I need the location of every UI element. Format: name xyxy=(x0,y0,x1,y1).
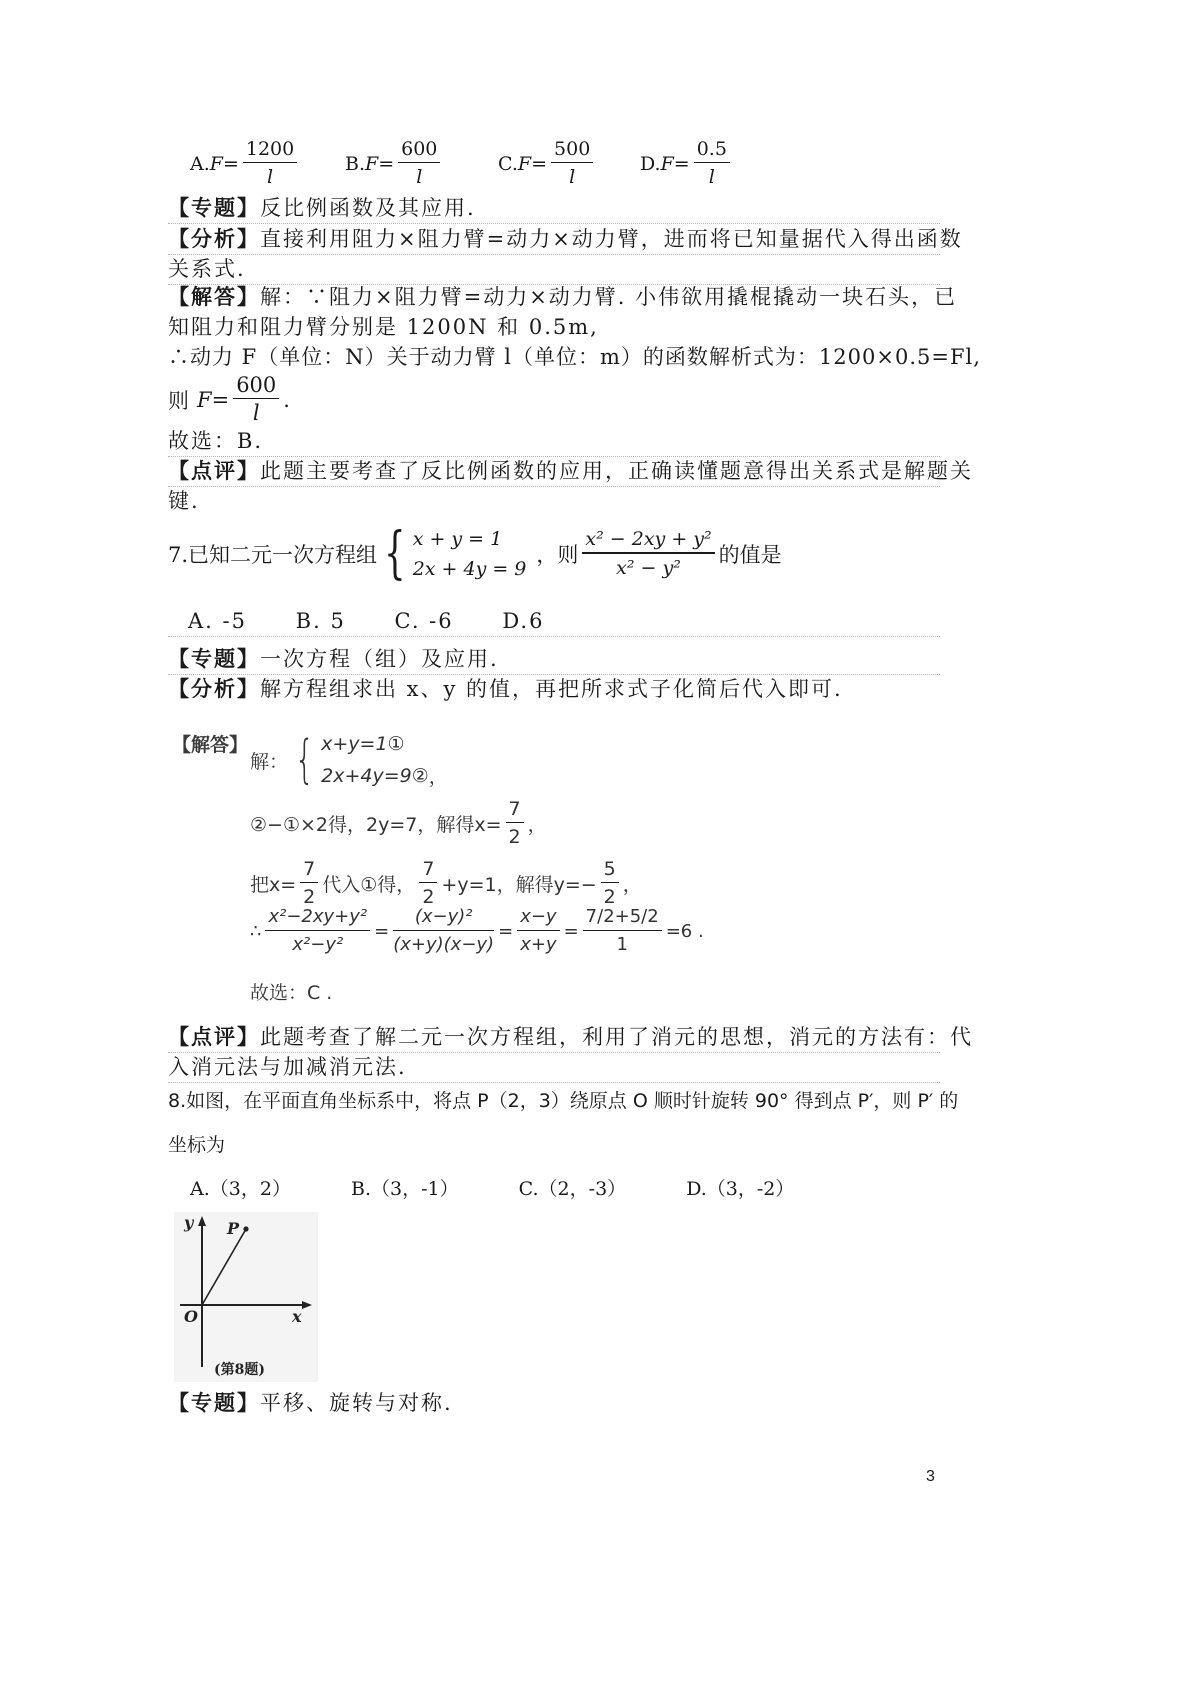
q6-analysis xyxy=(168,224,963,255)
numerator: 7 xyxy=(422,858,435,880)
q6-topic xyxy=(168,193,940,224)
origin-label: O xyxy=(184,1307,198,1326)
solution-text: =6 . xyxy=(665,921,704,943)
fraction xyxy=(517,904,559,959)
comment-text: 此题主要考查了反比例函数的应用，正确读懂题意得出关系式是解题关 xyxy=(260,459,973,483)
option-prefix: C. xyxy=(498,152,518,175)
comment-text: 入消元法与加减消元法. xyxy=(168,1055,407,1079)
q7-solution-choose: 故选：C . xyxy=(250,982,333,1004)
solution-text: ②−①×2得，2y=7，解得x= xyxy=(250,814,502,837)
q7-analysis xyxy=(168,674,843,704)
denominator: 2 xyxy=(603,886,616,909)
q7-options xyxy=(168,606,940,637)
therefore-symbol: ∴ xyxy=(250,921,262,943)
brace-icon: { xyxy=(294,730,315,790)
label: 【解答】 xyxy=(168,284,260,309)
option-var: F xyxy=(209,152,223,175)
numerator: x−y xyxy=(520,906,557,927)
fraction xyxy=(398,136,440,191)
denominator: 2 xyxy=(303,886,316,909)
stem-text: ，则 xyxy=(536,543,579,567)
fraction xyxy=(583,904,662,959)
q6-option-d xyxy=(640,136,734,191)
topic-text: 反比例函数及其应用. xyxy=(260,196,476,220)
denominator: 1 xyxy=(616,934,628,956)
numerator: 5 xyxy=(603,858,616,880)
answer-text: . xyxy=(283,387,290,412)
q7-option-b: B. 5 xyxy=(295,609,346,633)
q7-answer-label: 【解答】 xyxy=(172,734,249,756)
solution-text: ， xyxy=(527,814,547,837)
q8-option-b: B.（3，-1） xyxy=(351,1178,459,1200)
label: 【分析】 xyxy=(168,226,260,251)
comment-text: 键. xyxy=(168,489,200,513)
q7-solution-system xyxy=(250,728,448,792)
answer-eq: = xyxy=(211,387,230,412)
fraction xyxy=(265,904,370,959)
numerator: 7/2+5/2 xyxy=(585,906,659,927)
page-number: 3 xyxy=(926,1468,935,1485)
answer-text: 解：∵阻力×阻力臂=动力×动力臂. 小伟欲用撬棍撬动一块石头，已 xyxy=(260,285,958,309)
q8-option-d: D.（3，-2） xyxy=(686,1178,795,1200)
label: 【分析】 xyxy=(168,676,260,701)
solution-equation-1: x+y=1① xyxy=(321,733,405,755)
q7-stem xyxy=(168,521,782,586)
option-prefix: A. xyxy=(190,152,210,175)
fraction xyxy=(243,136,297,191)
q6-answer-line3 xyxy=(168,342,981,372)
y-axis-label: y xyxy=(184,1213,194,1232)
equals: = xyxy=(374,921,390,943)
topic-text: 平移、旋转与对称. xyxy=(260,1391,453,1415)
solution-text: +y=1，解得y=− xyxy=(441,874,597,897)
q6-option-c xyxy=(498,136,597,191)
stem-text: 的值是 xyxy=(718,543,782,567)
option-var: F xyxy=(660,152,674,175)
q6-analysis-cont xyxy=(168,254,940,285)
denominator: l xyxy=(569,166,576,189)
label: 【专题】 xyxy=(168,646,260,671)
fraction xyxy=(393,904,494,959)
q8-option-a: A.（3，2） xyxy=(190,1178,291,1200)
answer-text: 知阻力和阻力臂分别是 1200N 和 0.5m, xyxy=(168,315,599,339)
numerator: x² − 2xy + y² xyxy=(585,528,712,551)
q8-option-c: C.（2，-3） xyxy=(518,1178,627,1200)
q7-option-c: C. -6 xyxy=(394,609,454,633)
numerator: 7 xyxy=(508,798,521,820)
denominator: (x+y)(x−y) xyxy=(393,934,495,956)
option-var: F xyxy=(365,152,379,175)
solution-text: ， xyxy=(428,765,448,788)
label: 【专题】 xyxy=(168,1390,260,1415)
label: 【点评】 xyxy=(168,458,260,483)
denominator: l xyxy=(416,166,423,189)
option-eq: = xyxy=(673,152,690,175)
figure-caption: (第8题) xyxy=(214,1362,265,1378)
q6-option-b xyxy=(345,136,444,191)
q8-topic xyxy=(168,1388,453,1418)
q8-stem: 8.如图，在平面直角坐标系中，将点 P（2，3）绕原点 O 顺时针旋转 90° 得到点 P′，则 P′ 的 xyxy=(168,1090,959,1112)
q8-stem-cont: 坐标为 xyxy=(168,1134,226,1156)
q6-comment xyxy=(168,456,973,487)
answer-text: 则 xyxy=(168,388,189,413)
denominator: 2 xyxy=(422,886,435,909)
q7-solution-line4 xyxy=(250,904,704,959)
solution-text: 把x= xyxy=(250,874,297,897)
numerator: 600 xyxy=(401,138,438,160)
equation-2: 2x + 4y = 9 xyxy=(412,558,527,580)
comment-text: 此题考查了解二元一次方程组，利用了消元的思想，消元的方法有：代 xyxy=(260,1025,973,1049)
numerator: 0.5 xyxy=(696,138,727,160)
q7-solution-line2 xyxy=(250,796,547,851)
q7-option-a: A. -5 xyxy=(188,609,247,633)
q6-choose xyxy=(168,426,940,457)
point-p xyxy=(243,1226,248,1231)
analysis-text: 直接利用阻力×阻力臂=动力×动力臂，进而将已知量据代入得出函数 xyxy=(260,227,963,251)
solution-equation-2: 2x+4y=9② xyxy=(321,765,429,787)
fraction xyxy=(233,372,279,427)
q6-answer-line4 xyxy=(168,372,290,427)
equation-1: x + y = 1 xyxy=(412,528,503,550)
label: 【点评】 xyxy=(168,1024,260,1049)
denominator: x²−y² xyxy=(292,934,344,956)
q6-option-a xyxy=(190,136,301,191)
x-axis-label: x xyxy=(292,1307,302,1326)
figure-background xyxy=(174,1212,318,1382)
topic-text: 一次方程（组）及应用. xyxy=(260,647,499,671)
answer-var: F xyxy=(197,387,212,412)
numerator: 500 xyxy=(554,138,591,160)
q7-comment xyxy=(168,1022,973,1053)
fraction xyxy=(694,136,730,191)
numerator: (x−y)² xyxy=(414,906,473,927)
q6-answer xyxy=(168,282,958,312)
option-eq: = xyxy=(378,152,395,175)
denominator: 2 xyxy=(508,826,521,849)
numerator: 1200 xyxy=(245,138,295,160)
solution-text: 代入①得， xyxy=(322,874,416,897)
analysis-text: 解方程组求出 x、y 的值，再把所求式子化简后代入即可. xyxy=(260,677,843,701)
equals: = xyxy=(563,921,579,943)
answer-text: ∴动力 F（单位：N）关于动力臂 l（单位：m）的函数解析式为：1200×0.5=Fl, xyxy=(168,345,981,369)
denominator: l xyxy=(252,401,260,426)
fraction xyxy=(506,796,524,851)
denominator: x² − y² xyxy=(616,556,681,579)
solution-text: 解： xyxy=(250,750,289,773)
solution-equations xyxy=(321,728,429,792)
q8-figure xyxy=(174,1212,318,1382)
denominator: l xyxy=(708,166,715,189)
analysis-text: 关系式. xyxy=(168,257,246,281)
option-eq: = xyxy=(222,152,239,175)
q7-comment-cont xyxy=(168,1052,940,1083)
option-prefix: B. xyxy=(345,152,366,175)
q6-comment-cont xyxy=(168,486,200,516)
numerator: x²−2xy+y² xyxy=(268,906,368,927)
q8-options xyxy=(190,1174,794,1204)
option-var: F xyxy=(517,152,532,175)
equals: = xyxy=(498,921,514,943)
numerator: 600 xyxy=(236,373,277,397)
label: 【专题】 xyxy=(168,195,260,220)
point-p-label: P xyxy=(227,1219,240,1238)
stem-text: 7.已知二元一次方程组 xyxy=(168,543,378,567)
option-prefix: D. xyxy=(640,152,661,175)
q7-option-d: D.6 xyxy=(502,609,545,633)
equation-system xyxy=(413,524,527,584)
fraction xyxy=(582,526,714,581)
denominator: l xyxy=(267,166,274,189)
q6-answer-line2 xyxy=(168,312,599,342)
fraction xyxy=(551,136,593,191)
q7-topic xyxy=(168,644,940,675)
denominator: x+y xyxy=(520,934,557,956)
option-eq: = xyxy=(531,152,548,175)
numerator: 7 xyxy=(303,858,316,880)
choose-text: 故选：B. xyxy=(168,429,264,453)
brace-icon: { xyxy=(384,521,406,586)
solution-text: ， xyxy=(622,874,642,897)
